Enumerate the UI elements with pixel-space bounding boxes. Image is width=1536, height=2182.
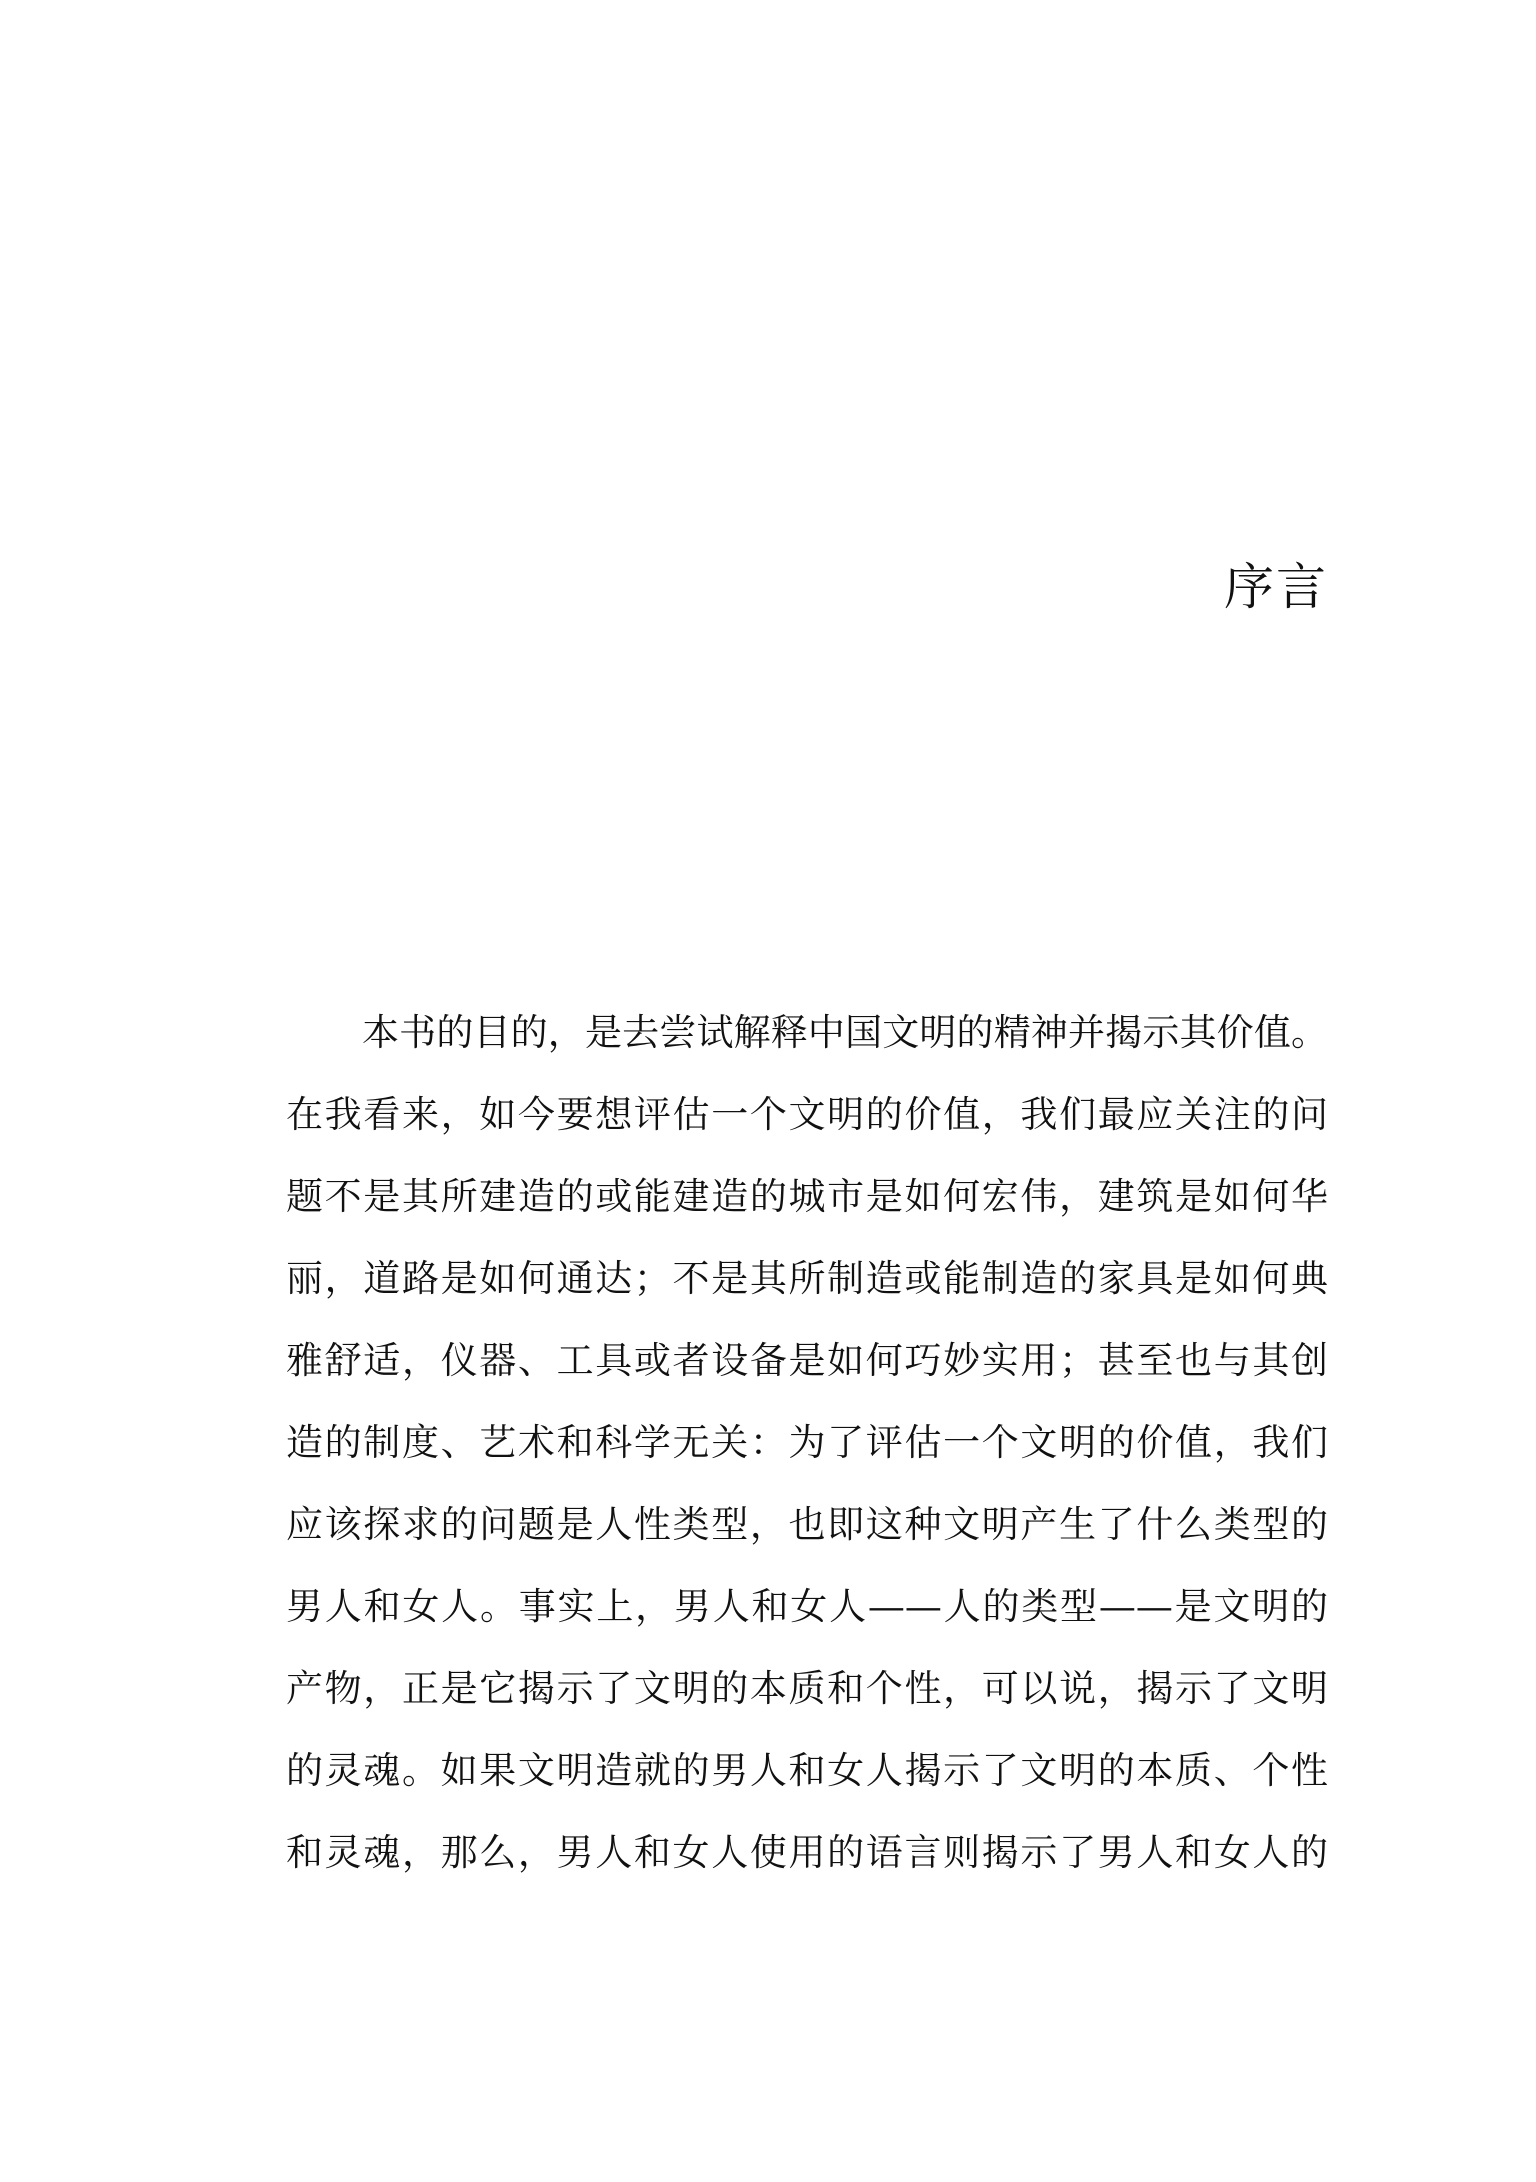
body-paragraph — [286, 992, 1328, 1894]
paragraph-line: 题不是其所建造的或能建造的城市是如何宏伟，建筑是如何华 — [286, 1175, 1328, 1218]
paragraph-line: 丽，道路是如何通达；不是其所制造或能制造的家具是如何典 — [286, 1257, 1328, 1300]
paragraph-line: 在我看来，如今要想评估一个文明的价值，我们最应关注的问 — [286, 1093, 1328, 1136]
paragraph-line: 男人和女人。事实上，男人和女人——人的类型——是文明的 — [286, 1585, 1328, 1628]
paragraph-line: 本书的目的，是去尝试解释中国文明的精神并揭示其价值。 — [362, 1011, 1328, 1054]
paragraph-line: 应该探求的问题是人性类型，也即这种文明产生了什么类型的 — [286, 1503, 1328, 1546]
chapter-title: 序言 — [1224, 558, 1328, 616]
paragraph-line: 造的制度、艺术和科学无关：为了评估一个文明的价值，我们 — [286, 1421, 1328, 1464]
paragraph-line: 和灵魂，那么，男人和女人使用的语言则揭示了男人和女人的 — [286, 1831, 1328, 1874]
paragraph-line: 产物，正是它揭示了文明的本质和个性，可以说，揭示了文明 — [286, 1667, 1328, 1710]
paragraph-line: 的灵魂。如果文明造就的男人和女人揭示了文明的本质、个性 — [286, 1749, 1328, 1792]
paragraph-line: 雅舒适，仪器、工具或者设备是如何巧妙实用；甚至也与其创 — [286, 1339, 1328, 1382]
